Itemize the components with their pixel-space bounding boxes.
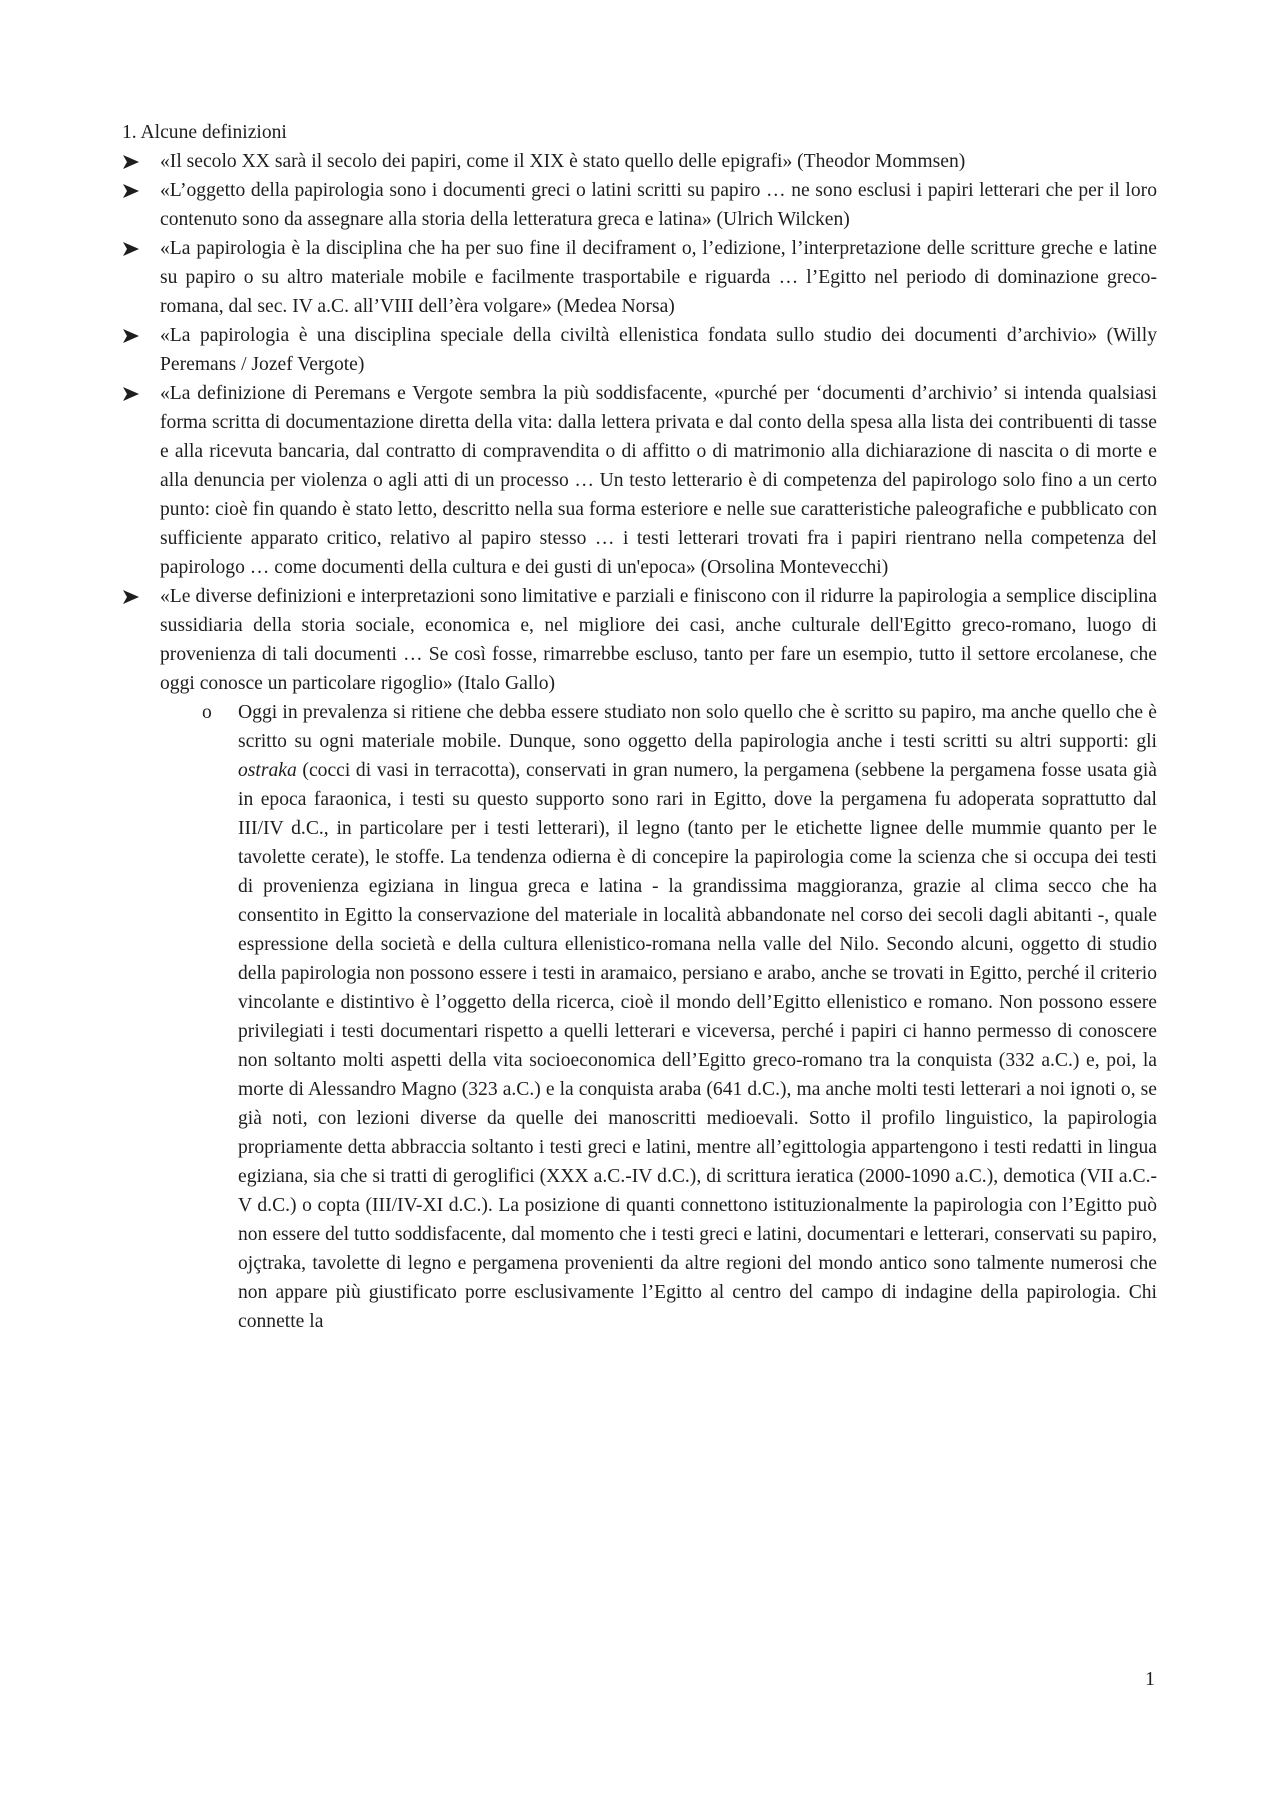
document-body [122, 118, 1157, 1336]
definition-text: «Il secolo XX sarà il secolo dei papiri, come il XIX è stato quello delle epigrafi» (Theodor Mommsen) [160, 151, 966, 172]
section-heading: 1. Alcune definizioni [122, 122, 287, 143]
arrow-bullet-icon [122, 328, 140, 344]
list-item [122, 147, 1157, 176]
list-item [122, 321, 1157, 379]
arrow-bullet-icon [122, 589, 140, 605]
list-item [122, 176, 1157, 234]
sub-list [122, 698, 1157, 1336]
circle-bullet-icon: o [202, 702, 212, 723]
definition-text: «La definizione di Peremans e Vergote sembra la più soddisfacente, «purché per ‘documenti d’archivio’ si intenda qualsiasi forma scritta di documentazione diretta della vita: dalla lettera privata e dal conto della spesa alla lista dei contribuenti di tasse e alla ricevuta bancaria, dal contratto di compravendita o di affitto o di matrimonio alla dichiarazione di nascita o di morte e alla denuncia per violenza o agli atti di un processo … Un testo letterario è di competenza del papirologo solo fino a un certo punto: cioè fin quando è stato letto, descritto nella sua forma esteriore e nelle sue caratteristiche paleografiche e pubblicato con sufficiente apparato critico, relativo al papiro stesso … i testi letterari trovati fra i papiri rientrano nella competenza del papirologo … come documenti della cultura e dei gusti di un'epoca» (Orsolina Montevecchi) [160, 383, 1157, 578]
page-number: 1 [1145, 1668, 1155, 1690]
arrow-bullet-icon [122, 241, 140, 257]
definitions-list [122, 147, 1157, 698]
definition-text: «L’oggetto della papirologia sono i documenti greci o latini scritti su papiro … ne sono esclusi i papiri letterari che per il loro contenuto sono da assegnare alla storia della letteratura greca e latina» (Ulrich Wilcken) [160, 180, 1157, 230]
arrow-bullet-icon [122, 154, 140, 170]
definition-text: «La papirologia è la disciplina che ha per suo fine il deciframent o, l’edizione, l’interpretazione delle scritture greche e latine su papiro o su altro materiale mobile e facilmente trasportabile e riguarda … l’Egitto nel periodo di dominazione greco-romana, dal sec. IV a.C. all’VIII dell’èra volgare» (Medea Norsa) [160, 238, 1157, 317]
sub-text-italic: ostraka [238, 760, 297, 781]
sub-text-part: Oggi in prevalenza si ritiene che debba essere studiato non solo quello che è scritto su papiro, ma anche quello che è scritto su ogni materiale mobile. Dunque, sono oggetto della papirologia anche i testi scritti su altri supporti: gli [238, 702, 1157, 752]
arrow-bullet-icon [122, 183, 140, 199]
definition-text: «Le diverse definizioni e interpretazioni sono limitative e parziali e finiscono con il ridurre la papirologia a semplice disciplina sussidiaria della storia sociale, economica e, nel migliore dei casi, anche culturale dell'Egitto greco-romano, luogo di provenienza di tali documenti … Se così fosse, rimarrebbe escluso, tanto per fare un esempio, tutto il settore ercolanese, che oggi conosce un particolare rigoglio» (Italo Gallo) [160, 586, 1157, 694]
sub-text-part: (cocci di vasi in terracotta), conservati in gran numero, la pergamena (sebbene la pergamena fosse usata già in epoca faraonica, i testi su questo supporto sono rari in Egitto, dove la pergamena fu adoperata soprattutto dal III/IV d.C., in particolare per i testi letterari), il legno (tanto per le etichette lignee delle mummie quanto per le tavolette cerate), le stoffe. La tendenza odierna è di concepire la papirologia come la scienza che si occupa dei testi di provenienza egiziana in lingua greca e latina - la grandissima maggioranza, grazie al clima secco che ha consentito in Egitto la conservazione del materiale in località abbandonate nel corso dei secoli dagli abitanti -, quale espressione della società e della cultura ellenistico-romana nella valle del Nilo. Secondo alcuni, oggetto di studio della papirologia non possono essere i testi in aramaico, persiano e arabo, anche se trovati in Egitto, perché il criterio vincolante e distintivo è l’oggetto della ricerca, cioè il mondo dell’Egitto ellenistico e romano. Non possono essere privilegiati i testi documentari rispetto a quelli letterari e viceversa, perché i papiri ci hanno permesso di conoscere non soltanto molti aspetti della vita socioeconomica dell’Egitto greco-romano tra la conquista (332 a.C.) e, poi, la morte di Alessandro Magno (323 a.C.) e la conquista araba (641 d.C.), ma anche molti testi letterari a noi ignoti o, se già noti, con lezioni diverse da quelle dei manoscritti medioevali. Sotto il profilo linguistico, la papirologia propriamente detta abbraccia soltanto i testi greci e latini, mentre all’egittologia appartengono i testi redatti in lingua egiziana, sia che si tratti di geroglifici (XXX a.C.-IV d.C.), di scrittura ieratica (2000-1090 a.C.), demotica (VII a.C.-V d.C.) o copta (III/IV-XI d.C.). La posizione di quanti connettono istituzionalmente la papirologia con l’Egitto può non essere del tutto soddisfacente, dal momento che i testi greci e latini, documentari e letterari, conservati su papiro, ojçtraka, tavolette di legno e pergamena provenienti da altre regioni del mondo antico sono talmente numerosi che non appare più giustificato porre esclusivamente l’Egitto al centro del campo di indagine della papirologia. Chi connette la [238, 760, 1157, 1332]
sub-list-item [202, 698, 1157, 1336]
definition-text: «La papirologia è una disciplina speciale della civiltà ellenistica fondata sullo studio dei documenti d’archivio» (Willy Peremans / Jozef Vergote) [160, 325, 1157, 375]
list-item [122, 379, 1157, 582]
list-item [122, 582, 1157, 698]
arrow-bullet-icon [122, 386, 140, 402]
list-item [122, 234, 1157, 321]
